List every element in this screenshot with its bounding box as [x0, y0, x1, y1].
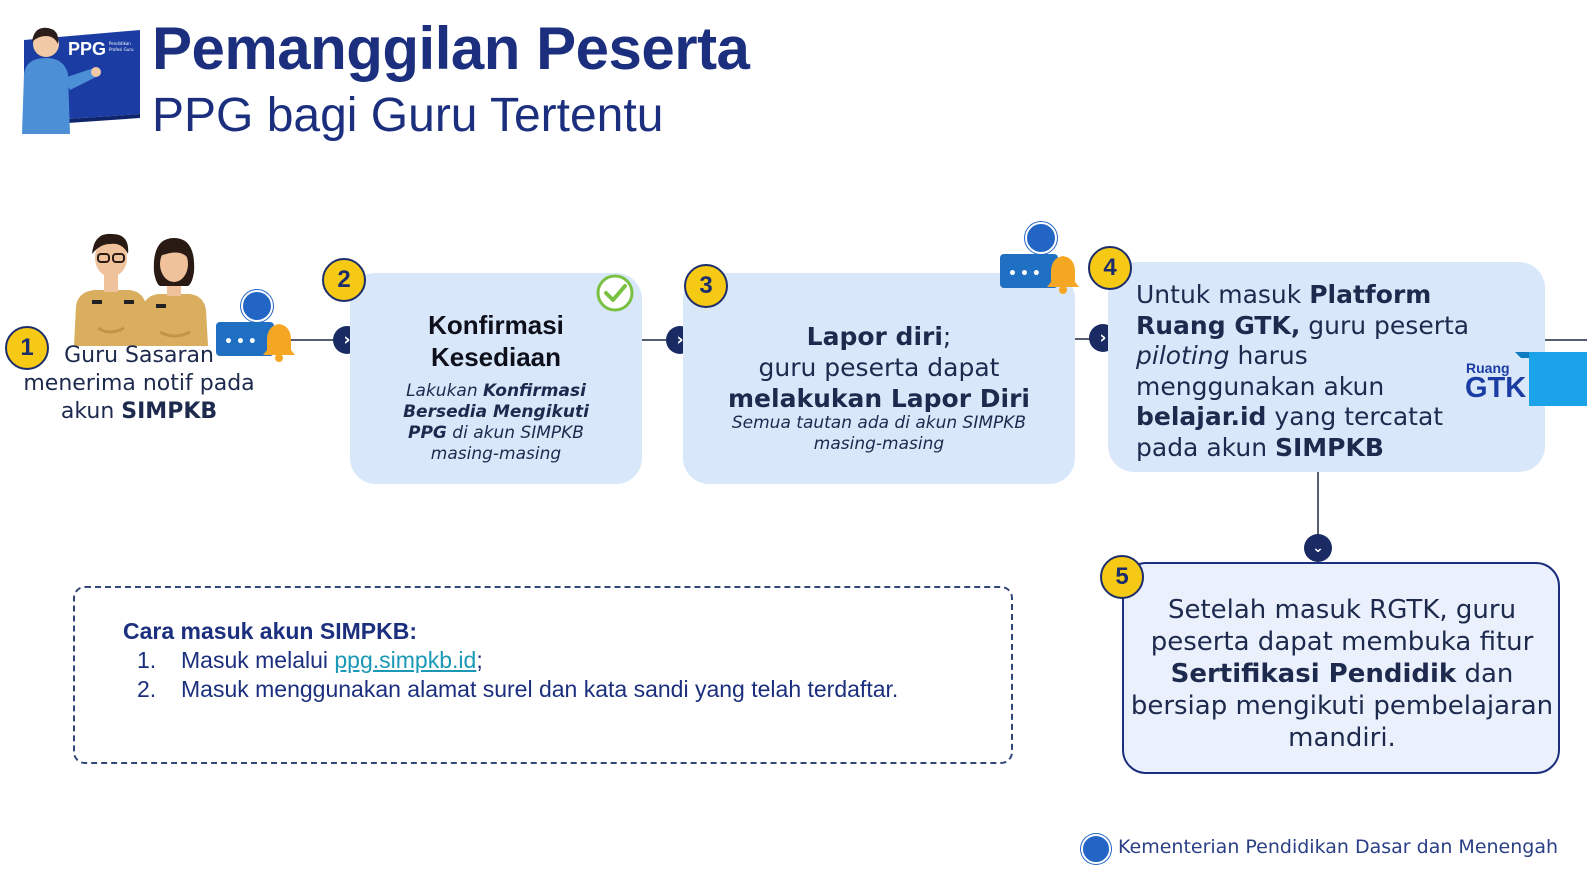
- step5-text: [1128, 594, 1556, 754]
- step3-number-badge: 3: [684, 264, 728, 308]
- step2-desc: [350, 381, 642, 465]
- step5-number-badge: 5: [1100, 555, 1144, 599]
- ruang-gtk-logo: [1465, 348, 1587, 408]
- step1-text-bold: SIMPKB: [121, 399, 218, 424]
- page-subtitle: PPG bagi Guru Tertentu: [152, 89, 664, 142]
- ministry-emblem-icon: [1081, 834, 1111, 864]
- step5-text-bold: Sertifikasi Pendidik: [1170, 659, 1457, 689]
- simpkb-link[interactable]: ppg.simpkb.id: [334, 647, 477, 673]
- chat-bubble-icon: •••: [216, 322, 274, 356]
- ppg-logo-text: PPG: [68, 39, 107, 59]
- bell-icon: [1046, 254, 1080, 294]
- teachers-illustration: [72, 228, 212, 346]
- step4-text-part: yang tercatat pada akun: [1136, 402, 1444, 462]
- step4-text-bold: belajar.id: [1136, 402, 1267, 431]
- footer-org-name: Kementerian Pendidikan Dasar dan Menengah: [1118, 836, 1559, 858]
- step5-text-part: Setelah masuk RGTK, guru peserta dapat membuka fitur: [1150, 595, 1534, 657]
- info-item-text: Masuk menggunakan alamat surel dan kata sandi yang telah terdaftar.: [181, 676, 899, 702]
- arrow-right-icon-2: ›: [666, 326, 694, 354]
- ppg-logo: [18, 22, 143, 134]
- step2-number-badge: 2: [322, 258, 366, 302]
- ruang-gtk-logo-small: Ruang: [1466, 360, 1510, 376]
- simpkb-login-info-panel: [73, 586, 1013, 764]
- step2-desc-bold: Konfirmasi Bersedia Mengikuti PPG: [403, 381, 589, 443]
- ppg-logo-subtext: Pendidikan Profesi Guru: [109, 41, 134, 52]
- info-item-number: 1.: [137, 647, 157, 673]
- info-item-suffix: ;: [476, 647, 483, 673]
- step3-heading-bold: Lapor diri: [806, 322, 943, 351]
- page-title: Pemanggilan Peserta: [152, 15, 750, 82]
- chat-bubble-icon: •••: [1000, 254, 1058, 288]
- step5-box: [1122, 562, 1560, 774]
- step1-text: [8, 342, 270, 426]
- step4-text-italic: piloting: [1136, 341, 1230, 370]
- info-list: [137, 646, 937, 704]
- step4-text-bold: SIMPKB: [1275, 432, 1384, 462]
- arrow-right-icon-1: ›: [333, 326, 361, 354]
- step2-desc-part: Lakukan: [406, 381, 484, 401]
- connector-4-right: [1545, 339, 1587, 341]
- info-item-number: 2.: [137, 676, 157, 702]
- step3-box: [683, 273, 1075, 484]
- step4-text-bold: Platform Ruang GTK,: [1136, 280, 1432, 340]
- step3-desc: Semua tautan ada di akun SIMPKB masing-masing: [731, 413, 1027, 454]
- step4-number-badge: 4: [1088, 246, 1132, 290]
- step3-line2: guru peserta dapat: [758, 353, 1000, 382]
- step4-text-part: harus menggunakan akun: [1136, 341, 1385, 401]
- info-heading: Cara masuk akun SIMPKB:: [123, 618, 417, 644]
- arrow-right-icon-3: ›: [1089, 324, 1117, 352]
- step1-text-part: Guru Sasaran menerima notif pada akun: [23, 343, 255, 424]
- info-list-item: [137, 646, 937, 675]
- step2-heading: Konfirmasi Kesediaan: [428, 310, 564, 372]
- kemdikbud-emblem-icon: [241, 290, 273, 322]
- step4-text: [1136, 280, 1481, 463]
- info-item-text: Masuk melalui: [181, 647, 335, 673]
- step4-text-part: guru peserta: [1300, 310, 1470, 340]
- step3-heading: [683, 321, 1075, 414]
- step1-number-badge: 1: [5, 326, 49, 370]
- step3-notification-icon: [1000, 222, 1082, 297]
- kemdikbud-emblem-icon: [1025, 222, 1057, 254]
- check-circle-icon: [596, 274, 634, 312]
- step5-text-part: dan bersiap mengikuti pembelajaran mandiri.: [1130, 659, 1554, 753]
- step4-text-part: Untuk masuk: [1136, 280, 1310, 309]
- step2-desc-part: di akun SIMPKB masing-masing: [430, 423, 584, 464]
- step3-heading-punct: ;: [942, 322, 952, 351]
- arrow-down-icon: ⌄: [1304, 534, 1332, 562]
- step3-line3: melakukan Lapor Diri: [728, 384, 1030, 413]
- info-list-item: [137, 675, 937, 704]
- ruang-gtk-logo-big: GTK: [1465, 372, 1527, 404]
